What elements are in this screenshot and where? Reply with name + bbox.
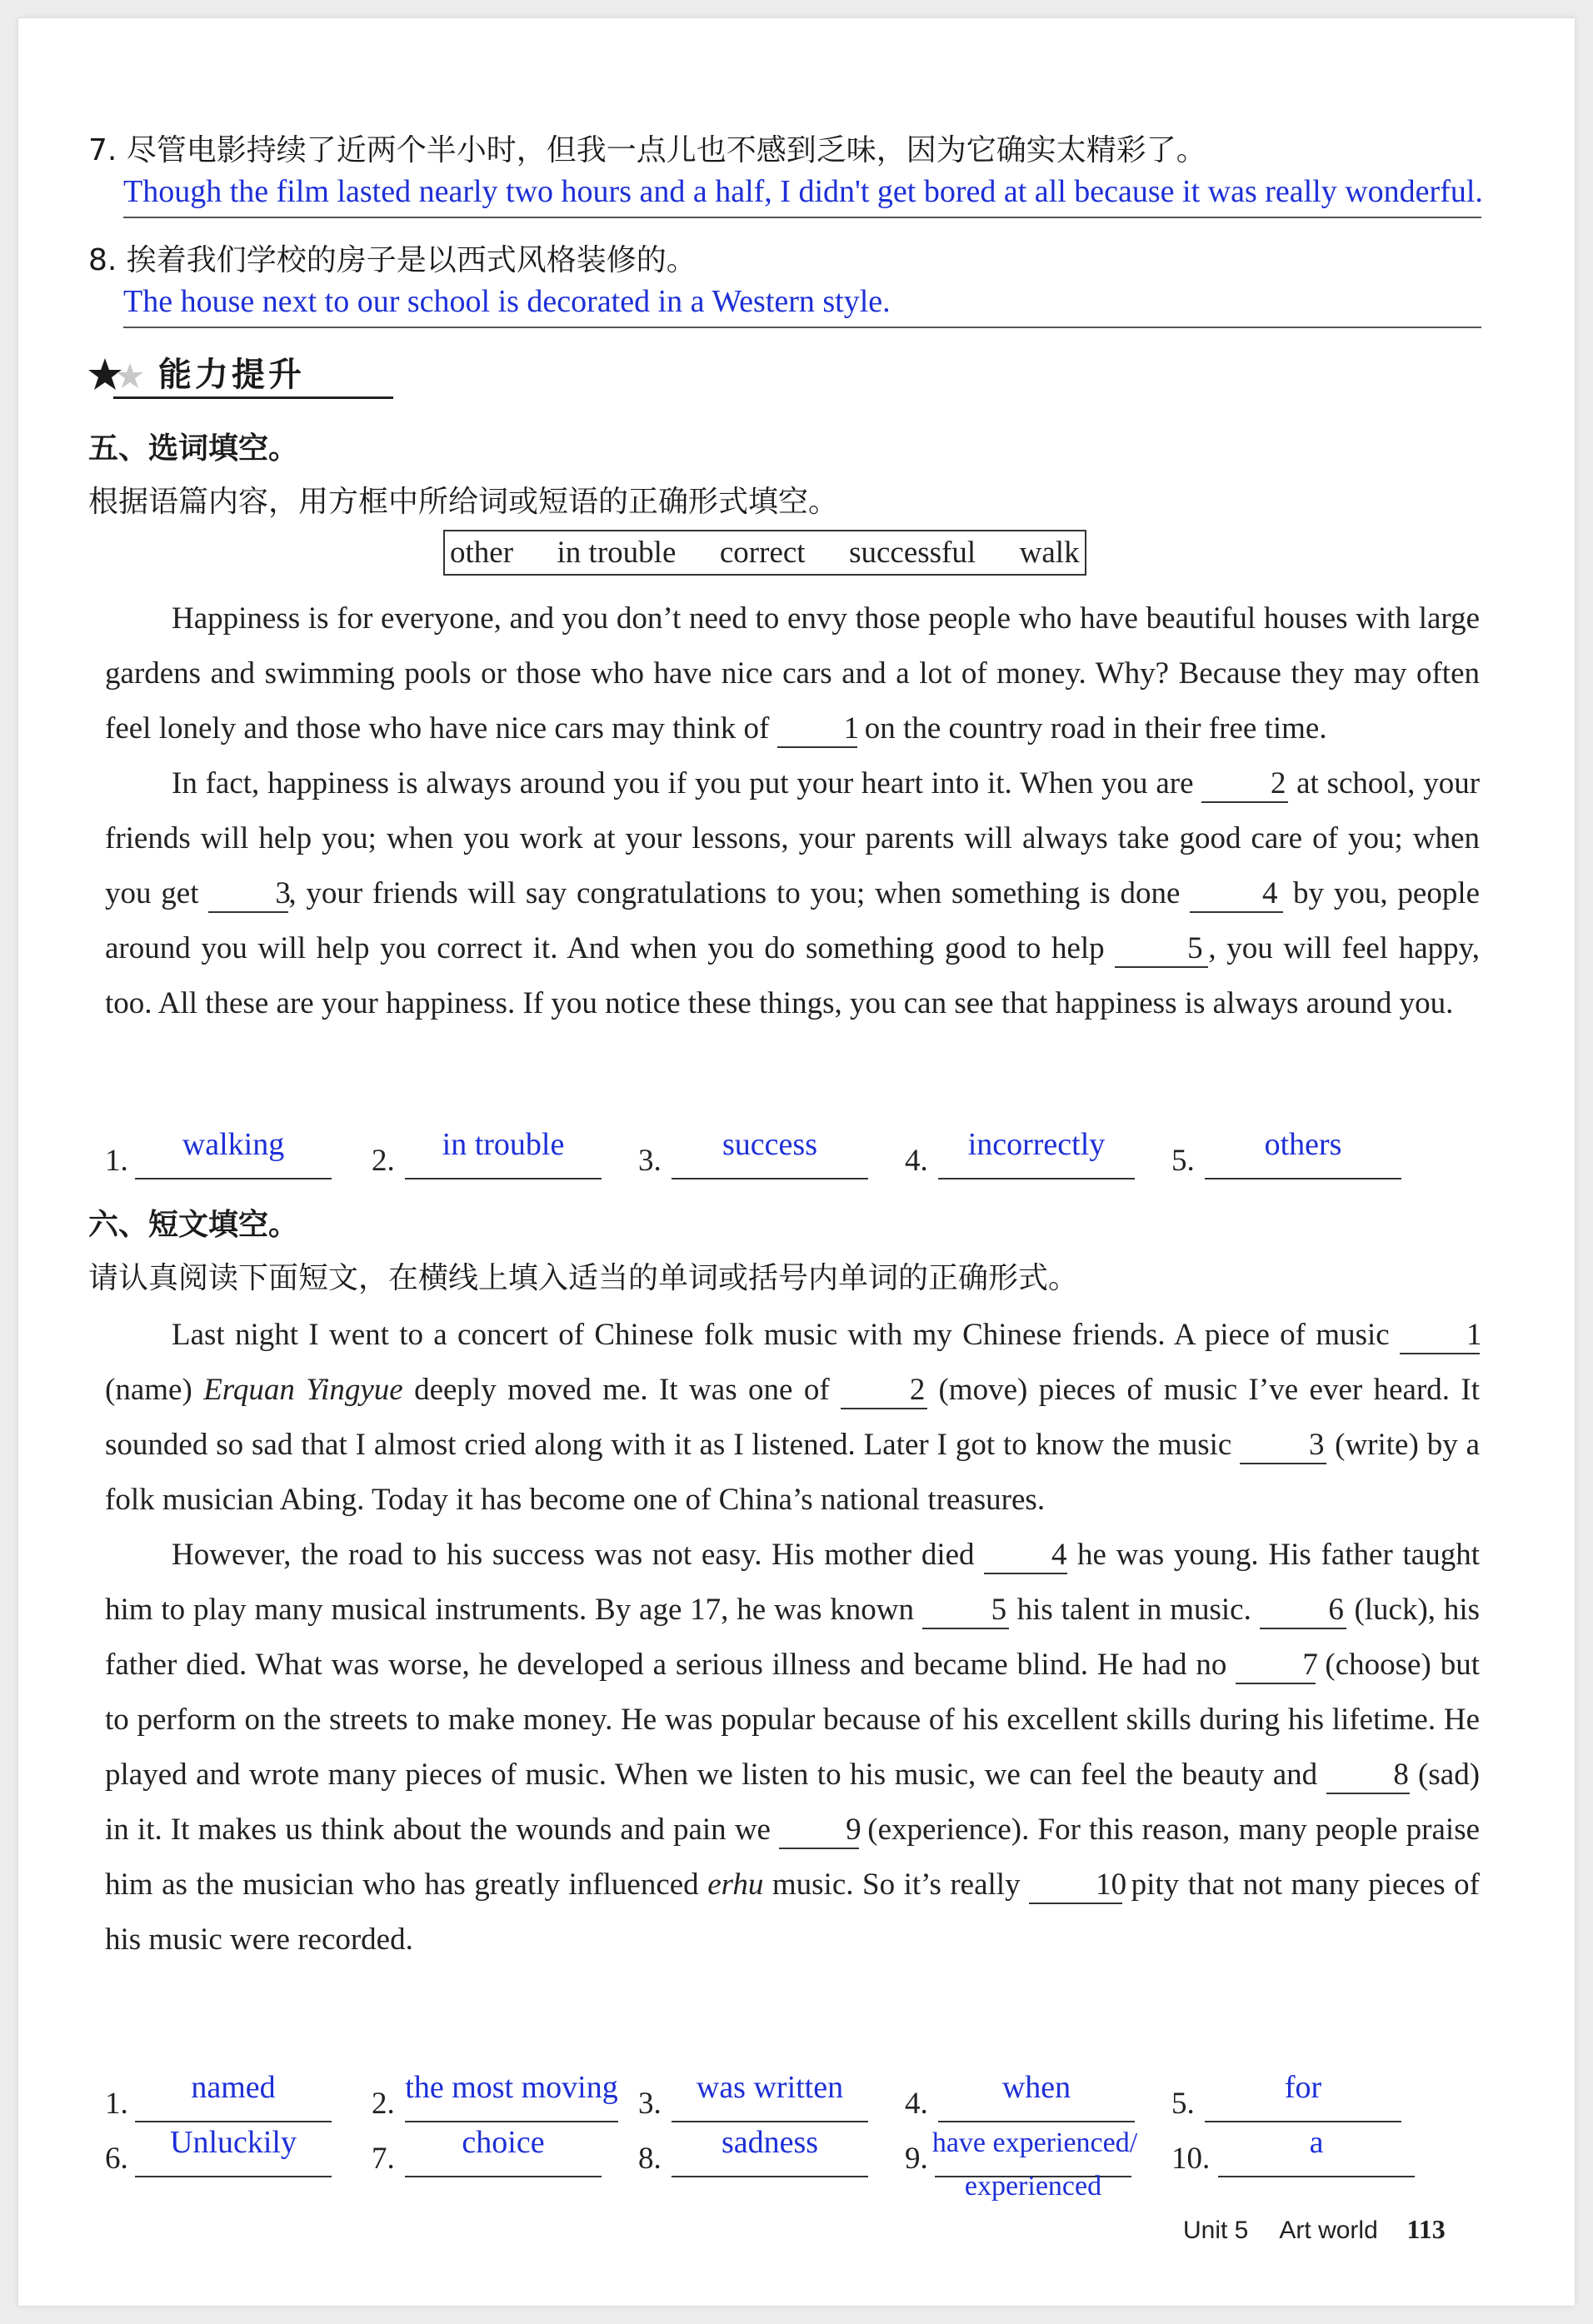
section-6-title: 六、短文填空。 [88, 1208, 299, 1242]
footer-title: Art world [1279, 2217, 1378, 2244]
section-header-title: 能力提升 [158, 356, 305, 394]
blank: 6 [1260, 1593, 1346, 1629]
blank: 8 [1326, 1758, 1410, 1794]
word-option: in trouble [557, 536, 677, 570]
blank: 3 [208, 877, 288, 913]
blank: 4 [984, 1539, 1067, 1574]
blank: 5 [922, 1593, 1009, 1629]
section-6-instruction: 请认真阅读下面短文，在横线上填入适当的单词或括号内单词的正确形式。 [88, 1261, 1079, 1295]
blank: 2 [841, 1374, 927, 1409]
word-option: successful [849, 536, 976, 570]
stars-icon [88, 352, 155, 401]
workbook-page [18, 18, 1575, 2306]
blank: 9 [779, 1813, 859, 1849]
blank: 4 [1190, 877, 1283, 913]
word-option: correct [719, 536, 806, 570]
page-footer [1183, 2214, 1446, 2245]
paragraph: However, the road to his success was not easy. His mother died 4 he was young. His father taught him to play many musical instruments. By age 17, he was known 5 his talent in music. 6 (luck), his father died. What was worse, he developed a serious illness and became blind. He had no 7 (choose) but to perform on the streets to make money. He was popular because of his excellent skills during his lifetime. He played and wrote many pieces of music. When we listen to his music, we can feel the beauty and 8 (sad) in it. It makes us think about the wounds and pain we 9 (experience). For this reason, many people praise him as the musician who has greatly influenced erhu music. So it’s really 10 pity that not many pieces of his music were recorded. [105, 1538, 1481, 1957]
header-underline [113, 396, 393, 399]
section-5-instruction: 根据语篇内容，用方框中所给词或短语的正确形式填空。 [88, 485, 839, 519]
answer-line [123, 217, 1481, 218]
section-6-answers-row-1: 1. named 2. the most moving 3. was written 4. when 5. for [105, 2069, 1480, 2119]
section-5-title: 五、选词填空。 [88, 431, 299, 466]
item-7-answer: Though the film lasted nearly two hours and a half, I didn't get bored at all because it was really wonderful. [123, 174, 1483, 209]
section-5-passage [105, 591, 1480, 1031]
blank: 2 [1201, 767, 1288, 803]
item-7-question: 7. 尽管电影持续了近两个半小时，但我一点儿也不感到乏味，因为它确实太精彩了。 [88, 133, 1206, 167]
blank: 1 [1400, 1319, 1480, 1354]
answer-line [123, 327, 1481, 328]
item-8-answer: The house next to our school is decorated in a Western style. [123, 284, 891, 319]
blank: 7 [1236, 1648, 1316, 1684]
word-option: other [450, 536, 514, 570]
section-6-passage [105, 1308, 1480, 1967]
page-number: 113 [1406, 2214, 1446, 2244]
section-6-answers-row-2: 6. Unluckily 7. choice 8. sadness 9. have experienced/ experienced 10. a [105, 2124, 1480, 2216]
blank: 5 [1115, 932, 1208, 968]
word-option: walk [1019, 536, 1080, 570]
paragraph: Happiness is for everyone, and you don’t need to envy those people who have beautiful houses with large gardens and swimming pools or those who have nice cars and a lot of money. Why? Because they may often feel lonely and those who have nice cars may think of 1 on the country road in their free time. [105, 591, 1480, 756]
blank: 3 [1240, 1429, 1326, 1464]
blank: 1 [777, 712, 857, 748]
paragraph: In fact, happiness is always around you if you put your heart into it. When you are 2 at school, your friends will help you; when you work at your lessons, your parents will always take good care of you; when you get 3, your friends will say congratulations to you; when something is done 4 by you, people around you will help you correct it. And when you do something good to help 5 , you will feel happy, too. All these are your happiness. If you notice these things, you can see that happiness is always around you. [105, 766, 1481, 1020]
section-5-answers: 1. walking 2. in trouble 3. success 4. incorrectly 5. others [105, 1126, 1480, 1176]
word-box [443, 530, 1086, 576]
blank: 10 [1029, 1868, 1122, 1904]
item-8-question: 8. 挨着我们学校的房子是以西式风格装修的。 [88, 243, 697, 277]
paragraph: Last night I went to a concert of Chinese folk music with my Chinese friends. A piece of music 1 (name) Erquan Yingyue deeply moved me. It was one of 2 (move) pieces of music I’ve ever heard. It sounded so sad that I almost cried along with it as I listened. Later I got to know the music 3 (write) by a folk musician Abing. Today it has become one of China’s national treasures. [105, 1318, 1482, 1517]
footer-unit: Unit 5 [1183, 2217, 1249, 2244]
